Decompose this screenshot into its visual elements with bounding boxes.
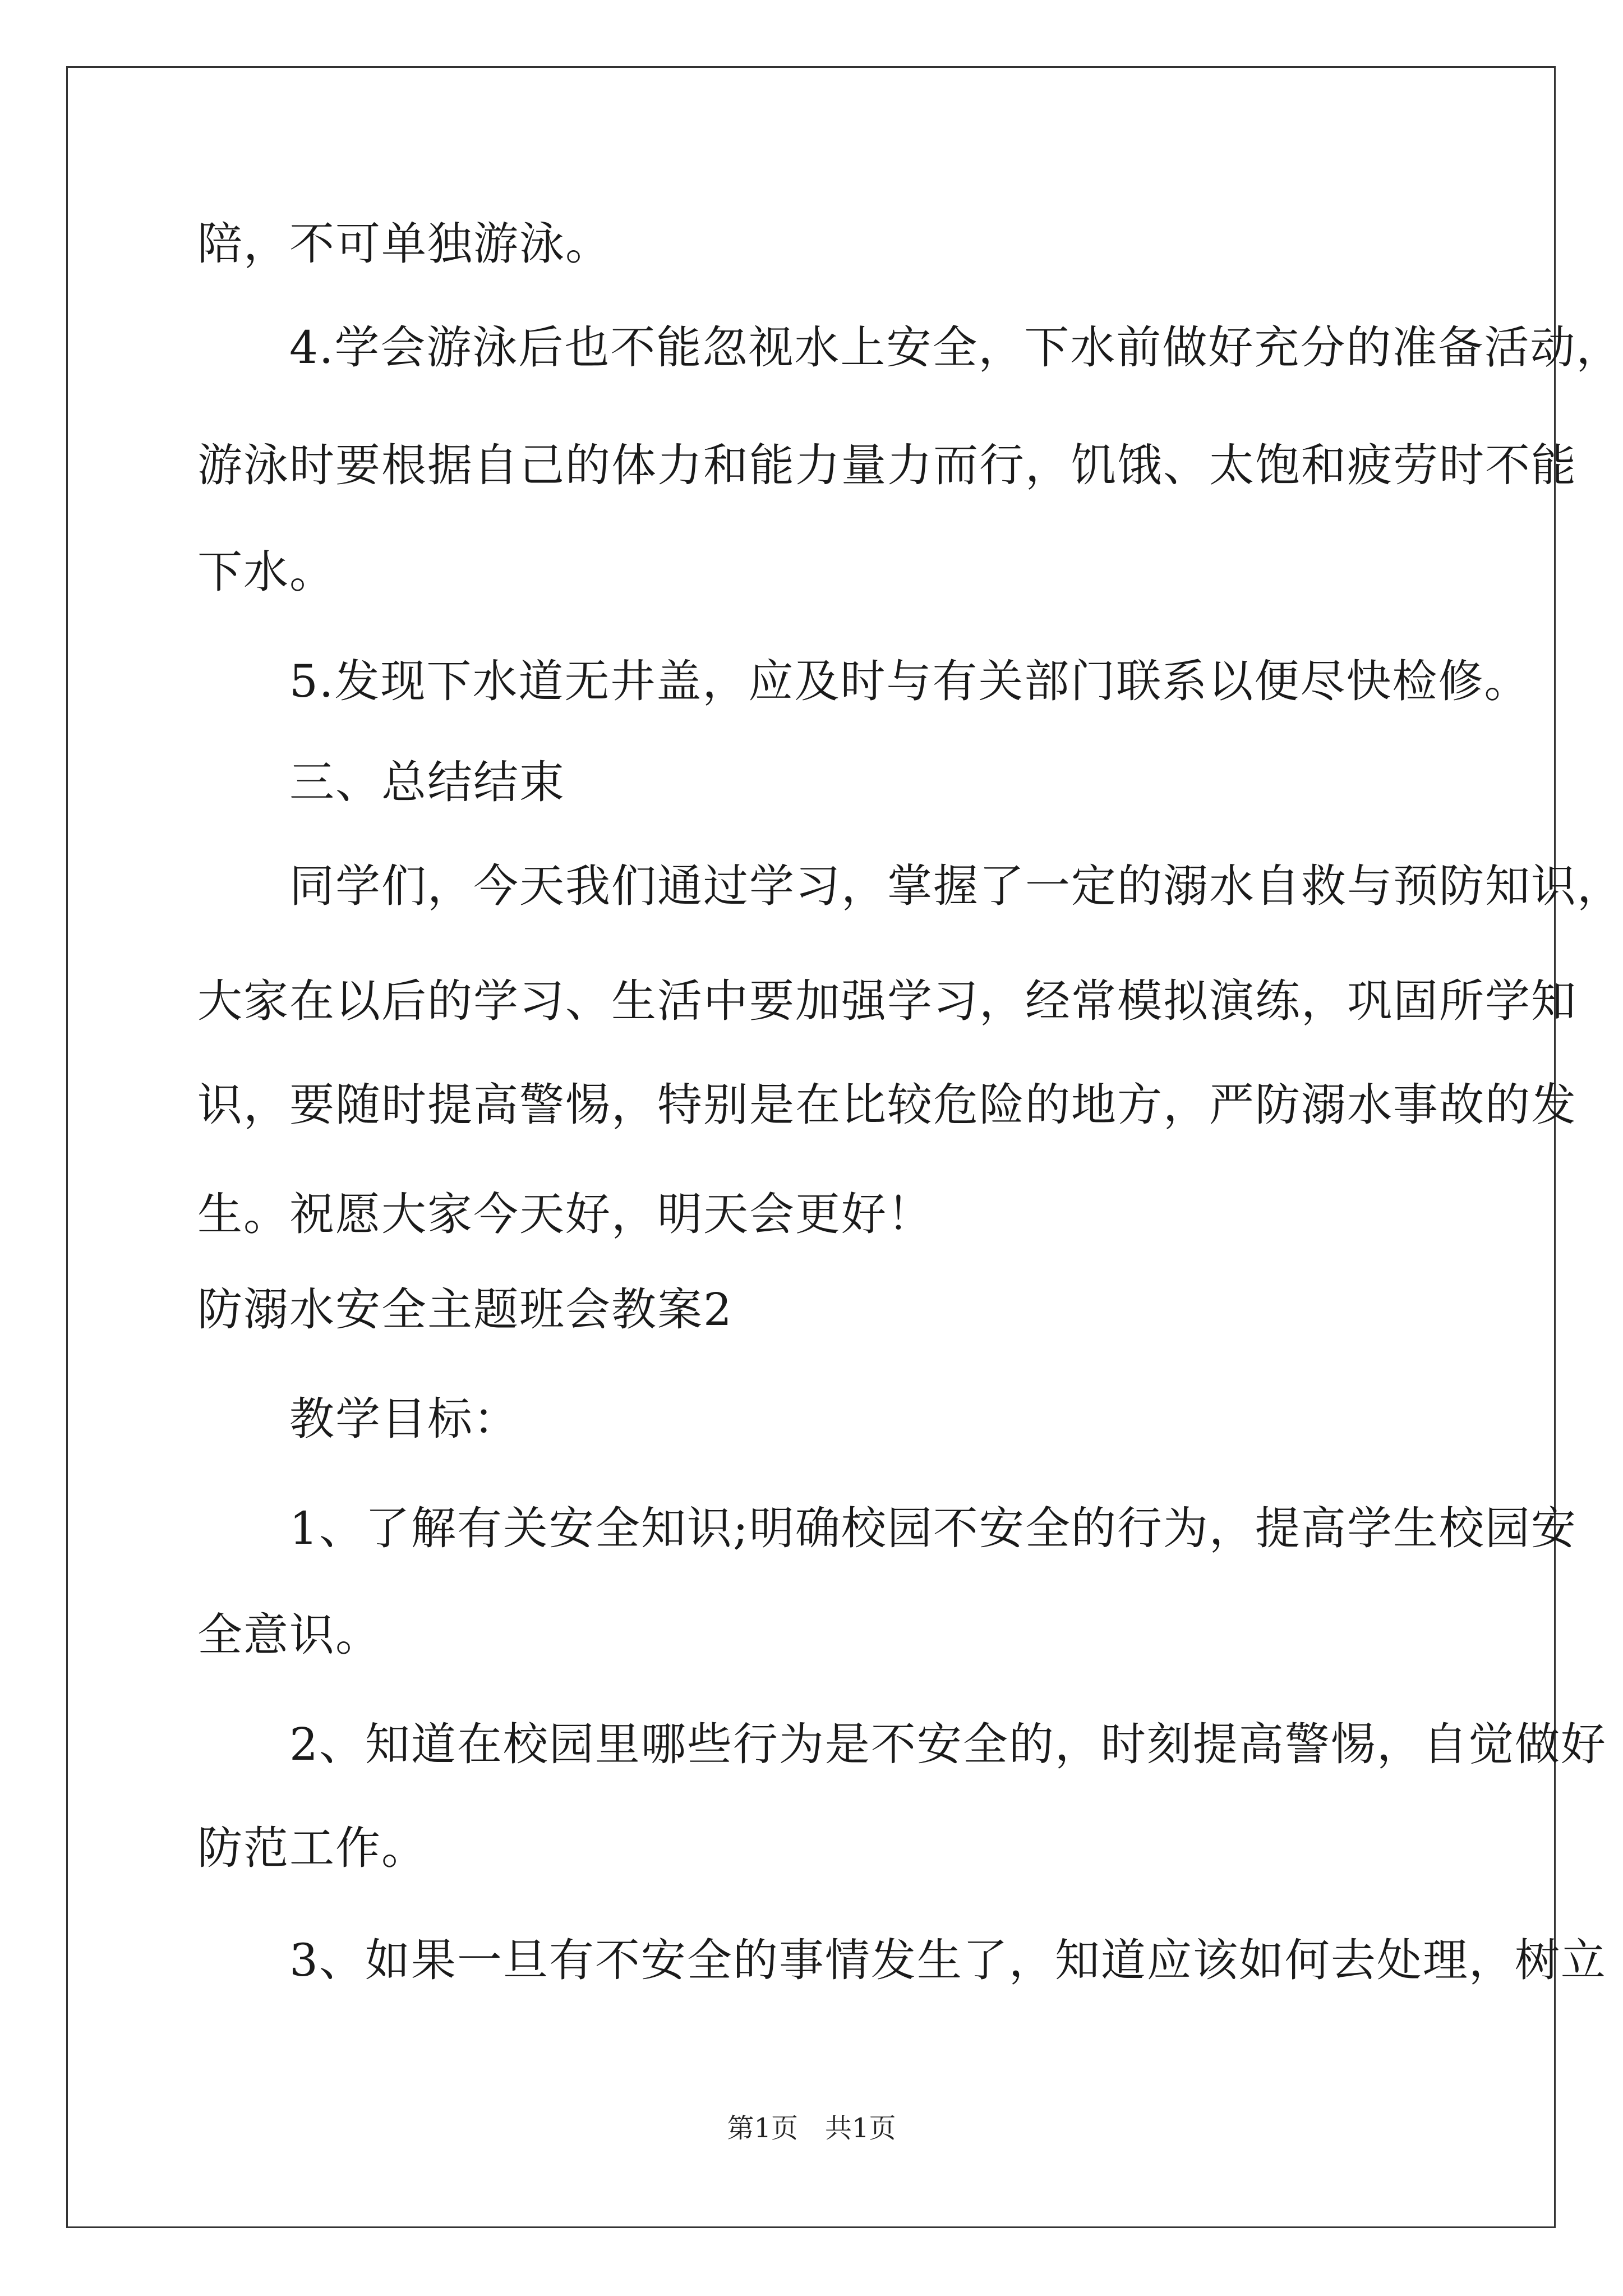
text-line-3: 游泳时要根据自己的体力和能力量力而行，饥饿、太饱和疲劳时不能 <box>197 439 1577 491</box>
text-line-15: 2、知道在校园里哪些行为是不安全的，时刻提高警惕，自觉做好 <box>197 1718 1607 1770</box>
text-line-14: 全意识。 <box>197 1609 381 1661</box>
text-line-13: 1、了解有关安全知识;明确校园不安全的行为，提高学生校园安 <box>197 1502 1577 1554</box>
page-border <box>66 66 1623 2228</box>
text-line-5: 5.发现下水道无井盖，应及时与有关部门联系以便尽快检修。 <box>197 655 1530 707</box>
text-line-17: 3、如果一旦有不安全的事情发生了，知道应该如何去处理，树立 <box>197 1934 1607 1986</box>
text-line-12: 教学目标： <box>197 1393 519 1445</box>
text-line-10: 生。祝愿大家今天好，明天会更好！ <box>197 1188 933 1240</box>
page-footer: 第1页 共1页 <box>727 2113 896 2144</box>
text-line-16: 防范工作。 <box>197 1822 427 1874</box>
text-line-1: 陪，不可单独游泳。 <box>197 218 611 270</box>
text-line-7: 同学们，今天我们通过学习，掌握了一定的溺水自救与预防知识， <box>197 860 1623 912</box>
text-line-8: 大家在以后的学习、生活中要加强学习，经常模拟演练，巩固所学知 <box>197 975 1577 1027</box>
text-line-2: 4.学会游泳后也不能忽视水上安全，下水前做好充分的准备活动， <box>197 321 1622 374</box>
text-line-9: 识，要随时提高警惕，特别是在比较危险的地方，严防溺水事故的发 <box>197 1079 1577 1131</box>
text-line-4: 下水。 <box>197 546 335 598</box>
text-line-6: 三、总结结束 <box>197 756 565 808</box>
section-heading: 防溺水安全主题班会教案2 <box>197 1283 733 1336</box>
